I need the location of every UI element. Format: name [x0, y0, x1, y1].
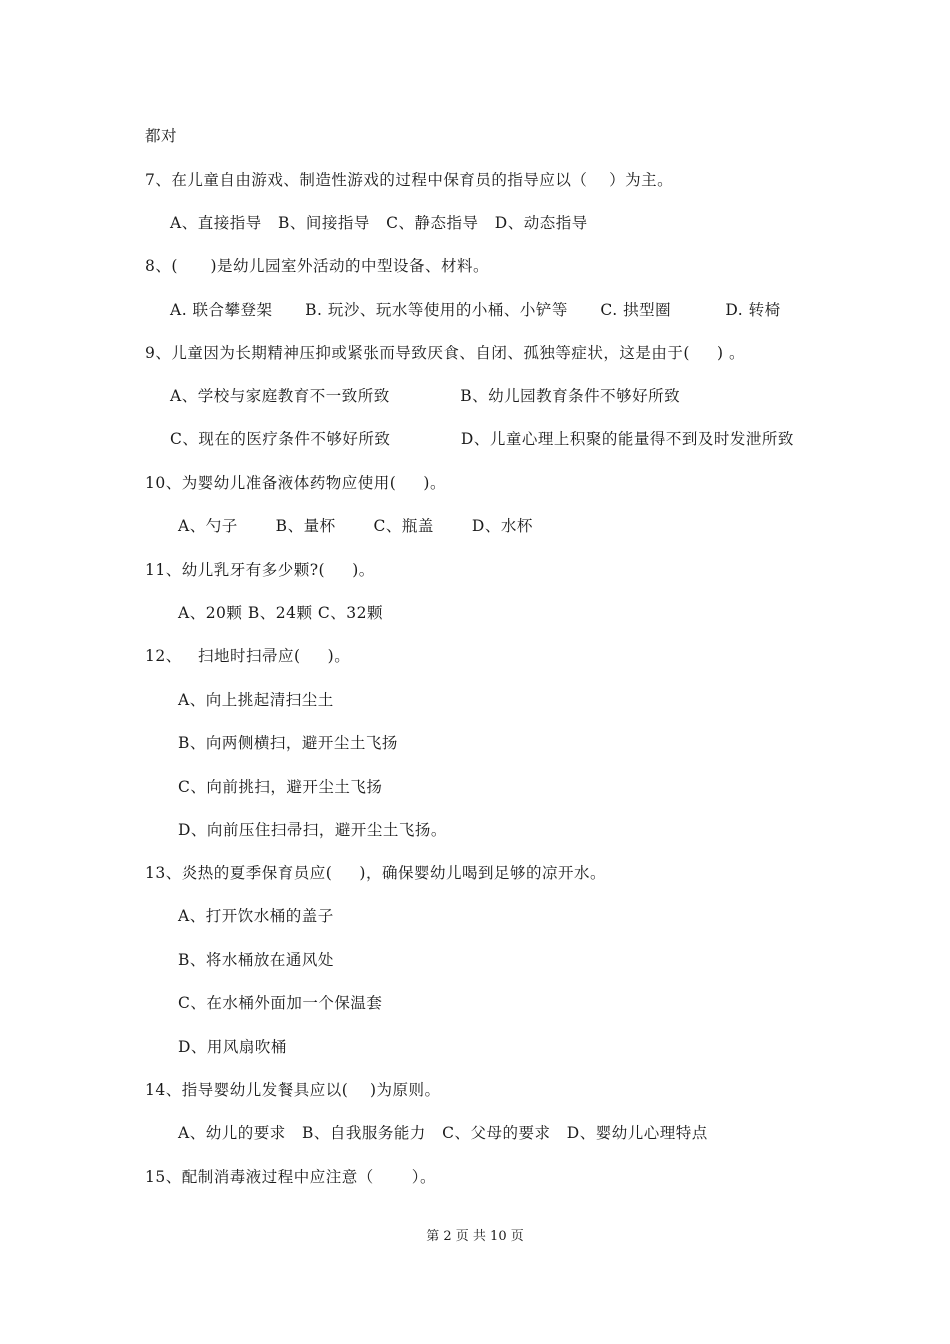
options-9-ab: A、学校与家庭教育不一致所致 B、幼儿园教育条件不够好所致: [170, 387, 681, 405]
question-10: 10、为婴幼儿准备液体药物应使用( )。: [145, 474, 446, 492]
options-7: A、直接指导 B、间接指导 C、静态指导 D、动态指导: [170, 214, 588, 232]
question-9: 9、儿童因为长期精神压抑或紧张而导致厌食、自闭、孤独等症状，这是由于( ) 。: [145, 344, 746, 362]
option-13-b: B、将水桶放在通风处: [178, 951, 334, 969]
options-11: A、20颗 B、24颗 C、32颗: [178, 604, 383, 622]
question-13: 13、炎热的夏季保育员应( )，确保婴幼儿喝到足够的凉开水。: [145, 864, 606, 882]
options-9-cd: C、现在的医疗条件不够好所致 D、儿童心理上积聚的能量得不到及时发泄所致: [170, 430, 794, 448]
question-14: 14、指导婴幼儿发餐具应以( )为原则。: [145, 1081, 441, 1099]
question-12: 12、 扫地时扫帚应( )。: [145, 647, 351, 665]
option-13-c: C、在水桶外面加一个保温套: [178, 994, 383, 1012]
option-12-a: A、向上挑起清扫尘土: [178, 691, 334, 709]
text-line: 都对: [145, 127, 178, 145]
question-8: 8、( )是幼儿园室外活动的中型设备、材料。: [145, 257, 490, 275]
question-15: 15、配制消毒液过程中应注意（ ）。: [145, 1168, 436, 1186]
options-8: A. 联合攀登架 B. 玩沙、玩水等使用的小桶、小铲等 C. 拱型圈 D. 转椅: [170, 301, 781, 319]
option-13-d: D、用风扇吹桶: [178, 1038, 287, 1056]
page-footer: 第 2 页 共 10 页: [426, 1229, 524, 1244]
question-11: 11、幼儿乳牙有多少颗?( )。: [145, 561, 375, 579]
option-12-b: B、向两侧横扫，避开尘土飞扬: [178, 734, 398, 752]
option-12-c: C、向前挑扫，避开尘土飞扬: [178, 778, 383, 796]
option-13-a: A、打开饮水桶的盖子: [178, 907, 334, 925]
options-10: A、勺子 B、量杯 C、瓶盖 D、水杯: [178, 517, 533, 535]
question-7: 7、在儿童自由游戏、制造性游戏的过程中保育员的指导应以（ ）为主。: [145, 171, 674, 189]
option-12-d: D、向前压住扫帚扫，避开尘土飞扬。: [178, 821, 447, 839]
options-14: A、幼儿的要求 B、自我服务能力 C、父母的要求 D、婴幼儿心理特点: [178, 1124, 708, 1142]
